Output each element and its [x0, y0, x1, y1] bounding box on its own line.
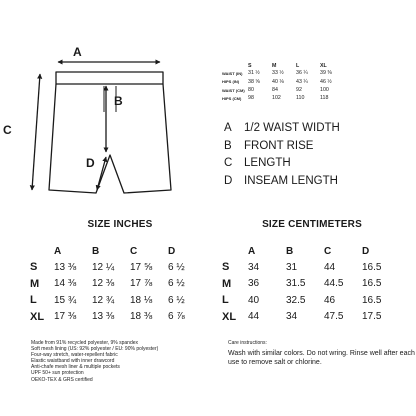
table-cell: 6 ½ [168, 294, 185, 306]
table-cell: 12 ¼ [92, 261, 115, 273]
size-centimeters-table [222, 243, 400, 325]
table-cell: 46 [324, 294, 336, 306]
table-cell: 47.5 [324, 311, 344, 323]
table-cell: 12 ⅜ [92, 278, 115, 290]
table-cell: 40 [248, 294, 260, 306]
table-cell: 14 ⅜ [54, 278, 77, 290]
table-row [30, 259, 206, 276]
care-heading: Care instructions: [228, 340, 267, 346]
table-cell: 36 [248, 278, 260, 290]
size-label: M [30, 277, 40, 290]
legend-text: LENGTH [244, 157, 291, 169]
legend-key: C [224, 157, 233, 169]
table-row [30, 309, 206, 326]
mini-header-l: L [296, 63, 300, 69]
table-cell: 31.5 [286, 278, 306, 290]
legend-text: INSEAM LENGTH [244, 174, 338, 187]
size-label: XL [222, 310, 237, 323]
mini-cell: 40 ⅛ [272, 78, 284, 85]
feature-line: Made from 91% recycled polyester, 9% spandex [31, 340, 138, 346]
table-header: A [248, 245, 256, 257]
table-row [222, 309, 400, 326]
mini-cell: 118 [320, 95, 329, 102]
table-cell: 6 ⅞ [168, 311, 185, 323]
table-cell: 34 [286, 311, 298, 323]
feature-line: Anti-chafe mesh liner & multiple pockets [31, 364, 120, 371]
table-cell: 13 ⅜ [92, 311, 115, 323]
table-row [222, 276, 400, 293]
size-inches-title: SIZE INCHES [87, 219, 153, 230]
table-row [222, 292, 400, 309]
feature-line: Soft mesh lining (US: 92% polyester / EU: 90% polyester) [31, 346, 159, 353]
mini-row-label: WAIST (CM) [222, 87, 245, 93]
table-cell: 6 ½ [168, 278, 185, 290]
legend-text: 1/2 WAIST WIDTH [244, 122, 340, 134]
waist-hips-table [222, 64, 344, 104]
size-label: L [222, 294, 229, 307]
mini-cell: 33 ½ [272, 70, 284, 77]
table-cell: 44.5 [324, 278, 344, 290]
table-cell: 15 ¾ [54, 294, 77, 306]
table-header: A [54, 245, 62, 257]
size-label: S [30, 261, 38, 274]
product-features-list [31, 340, 158, 383]
mini-cell: 100 [320, 86, 329, 93]
mini-header-xl: XL [320, 63, 327, 69]
table-cell: 44 [248, 311, 260, 323]
shorts-measurement-diagram [0, 0, 210, 205]
feature-line: Four-way stretch, water-repellent fabric [31, 352, 118, 359]
table-header: C [324, 245, 332, 257]
mini-cell: 38 ⅝ [248, 78, 260, 85]
table-cell: 34 [248, 261, 260, 273]
table-cell: 17 ⅜ [54, 311, 77, 323]
marker-d: D [86, 156, 95, 170]
mini-header-m: M [272, 63, 277, 69]
mini-cell: 39 ⅜ [320, 70, 332, 77]
legend-key: B [224, 139, 232, 152]
size-label: M [222, 277, 232, 290]
table-row [30, 276, 206, 293]
marker-a: A [73, 45, 82, 59]
table-cell: 13 ⅜ [54, 261, 77, 273]
size-centimeters-title: SIZE CENTIMETERS [262, 219, 362, 230]
care-instructions [228, 340, 416, 367]
mini-row-label: WAIST (IN) [222, 70, 243, 76]
mini-cell: 80 [248, 86, 254, 93]
mini-cell: 46 ½ [320, 78, 332, 85]
marker-c: C [3, 123, 12, 137]
size-label: S [222, 261, 230, 274]
table-row [222, 259, 400, 276]
table-cell: 17 ⅝ [130, 261, 153, 273]
table-header: D [362, 245, 370, 257]
legend-item [224, 155, 340, 173]
mini-cell: 36 ¼ [296, 70, 308, 77]
table-cell: 6 ½ [168, 261, 185, 273]
table-header: C [130, 245, 138, 257]
mini-row-hips-cm [222, 96, 344, 104]
care-text: Wash with similar colors. Do not wring. Rinse well after each use to remove salt or chlorine. [228, 350, 415, 366]
table-cell: 18 ⅛ [130, 294, 153, 306]
size-centimeters-section [222, 219, 402, 325]
mini-cell: 31 ½ [248, 70, 260, 77]
table-cell: 32.5 [286, 294, 306, 306]
table-header [222, 243, 248, 259]
table-cell: 12 ¾ [92, 294, 115, 306]
feature-line: Elastic waistband with inner drawcord [31, 358, 115, 365]
table-cell: 17.5 [362, 311, 382, 323]
feature-line: UPF 50+ sun protection [31, 370, 84, 377]
marker-b: B [114, 94, 123, 108]
table-cell: 16.5 [362, 261, 382, 273]
mini-cell: 98 [248, 95, 254, 102]
table-header [30, 243, 54, 259]
legend-key: D [224, 174, 233, 187]
size-label: XL [30, 310, 45, 323]
mini-cell: 102 [272, 95, 281, 102]
legend-item [224, 138, 340, 156]
table-header: B [286, 245, 294, 257]
table-cell: 16.5 [362, 278, 382, 290]
size-label: L [30, 294, 37, 307]
legend-item [224, 120, 340, 138]
mini-cell: 84 [272, 86, 278, 93]
size-inches-section [30, 219, 210, 325]
table-cell: 16.5 [362, 294, 382, 306]
legend-item [224, 173, 340, 191]
table-cell: 31 [286, 261, 298, 273]
mini-header-s: S [248, 63, 252, 69]
table-cell: 18 ⅜ [130, 311, 153, 323]
legend-key: A [224, 122, 232, 134]
table-row [30, 292, 206, 309]
measure-arrows [32, 62, 160, 190]
size-inches-table [30, 243, 206, 325]
shorts-outline [49, 72, 171, 193]
table-header: B [92, 245, 100, 257]
mini-row-label: HIPS (IN) [222, 79, 240, 85]
table-header: D [168, 245, 176, 257]
legend-text: FRONT RISE [244, 139, 314, 152]
mini-row-label: HIPS (CM) [222, 95, 242, 101]
table-cell: 17 ⅞ [130, 278, 153, 290]
mini-cell: 110 [296, 95, 305, 102]
mini-cell: 43 ¼ [296, 78, 308, 85]
feature-line: OEKO-TEX & GRS certified [31, 376, 93, 383]
mini-cell: 92 [296, 86, 302, 93]
measurement-legend [224, 120, 340, 190]
table-cell: 44 [324, 261, 336, 273]
